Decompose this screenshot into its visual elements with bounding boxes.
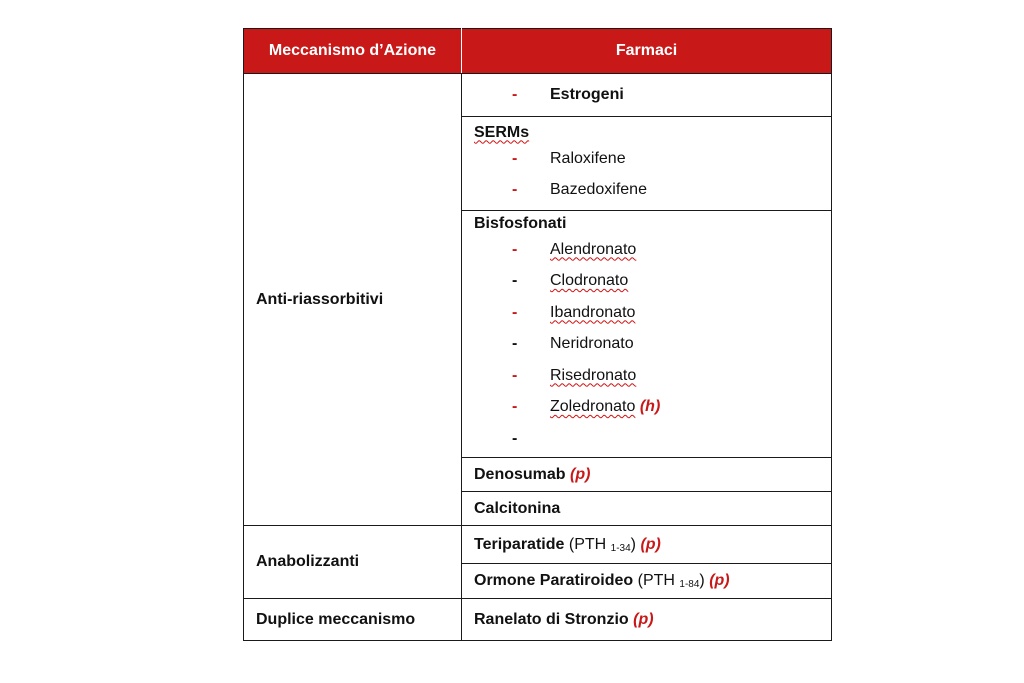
mechanism-antiresorptive: Anti-riassorbitivi	[244, 74, 462, 526]
table-row	[244, 526, 832, 564]
drug-table	[243, 28, 832, 641]
pth-subscript: 1-84	[679, 579, 700, 590]
calcitonina-cell	[462, 492, 832, 526]
drug-name: Clodronato	[550, 272, 629, 289]
drug-name: Alendronato	[550, 240, 637, 258]
denosumab-cell	[462, 458, 832, 492]
prescription-note: (p)	[633, 611, 654, 628]
stronzio-cell	[462, 599, 832, 641]
drug-name: Ibandronato	[550, 303, 636, 321]
teriparatide-cell	[462, 526, 832, 564]
ormone-cell	[462, 564, 832, 599]
header-row	[244, 29, 832, 74]
bisfosfonati-cell	[462, 210, 832, 458]
table-row	[244, 74, 832, 117]
pth-label	[569, 536, 636, 553]
drug-name: Estrogeni	[550, 86, 624, 103]
drug-name: Ormone Paratiroideo	[474, 572, 634, 589]
drug-item	[474, 328, 821, 360]
drug-name: Teriparatide	[474, 536, 565, 553]
table-row	[244, 599, 832, 641]
mechanism-header: Meccanismo d’Azione	[244, 29, 462, 74]
pth-open: (PTH	[637, 572, 675, 589]
drug-class-title: Bisfosfonati	[474, 214, 567, 232]
bullet-dash: -	[512, 303, 518, 321]
drug-class-name: SERMs	[474, 123, 530, 141]
bullet-dash: -	[512, 429, 518, 447]
drug-name: Bazedoxifene	[550, 181, 647, 198]
bullet-dash: -	[512, 398, 518, 415]
drug-item	[474, 391, 821, 423]
mechanism-dual: Duplice meccanismo	[244, 599, 462, 641]
serms-cell	[462, 116, 832, 210]
drug-name: Ranelato di Stronzio	[474, 611, 629, 628]
drug-item-empty	[474, 423, 821, 455]
drug-name: Risedronato	[550, 366, 637, 384]
prescription-note: (p)	[640, 536, 661, 553]
pth-close: )	[630, 536, 636, 553]
bullet-dash: -	[512, 272, 518, 289]
prescription-note: (p)	[570, 466, 591, 483]
pth-close: )	[699, 572, 705, 589]
drug-name: Neridronato	[550, 335, 634, 352]
pth-subscript: 1-34	[610, 543, 631, 554]
bullet-dash: -	[512, 149, 518, 167]
bullet-dash: -	[512, 366, 518, 384]
drug-item	[474, 297, 821, 329]
mechanism-anabolic: Anabolizzanti	[244, 526, 462, 599]
drug-name: Calcitonina	[474, 500, 561, 517]
bullet-dash: -	[512, 335, 518, 352]
bullet-dash: -	[512, 86, 518, 103]
estrogeni-cell	[462, 74, 832, 117]
drug-name: Zoledronato	[550, 398, 636, 415]
pth-open: (PTH	[568, 536, 607, 553]
drug-item	[474, 79, 821, 111]
drug-name: Denosumab	[474, 466, 566, 483]
drug-item	[474, 360, 821, 392]
drugs-header: Farmaci	[462, 29, 832, 74]
bullet-dash: -	[512, 240, 518, 258]
drug-class-title	[474, 123, 821, 143]
drug-item	[474, 174, 821, 206]
drug-item	[474, 143, 821, 175]
bullet-dash: -	[512, 181, 518, 198]
hospital-note: (h)	[639, 398, 661, 415]
drug-item	[474, 265, 821, 297]
drug-name: Raloxifene	[550, 149, 626, 167]
prescription-note: (p)	[709, 572, 730, 589]
drug-item	[474, 234, 821, 266]
pth-label	[638, 572, 705, 589]
